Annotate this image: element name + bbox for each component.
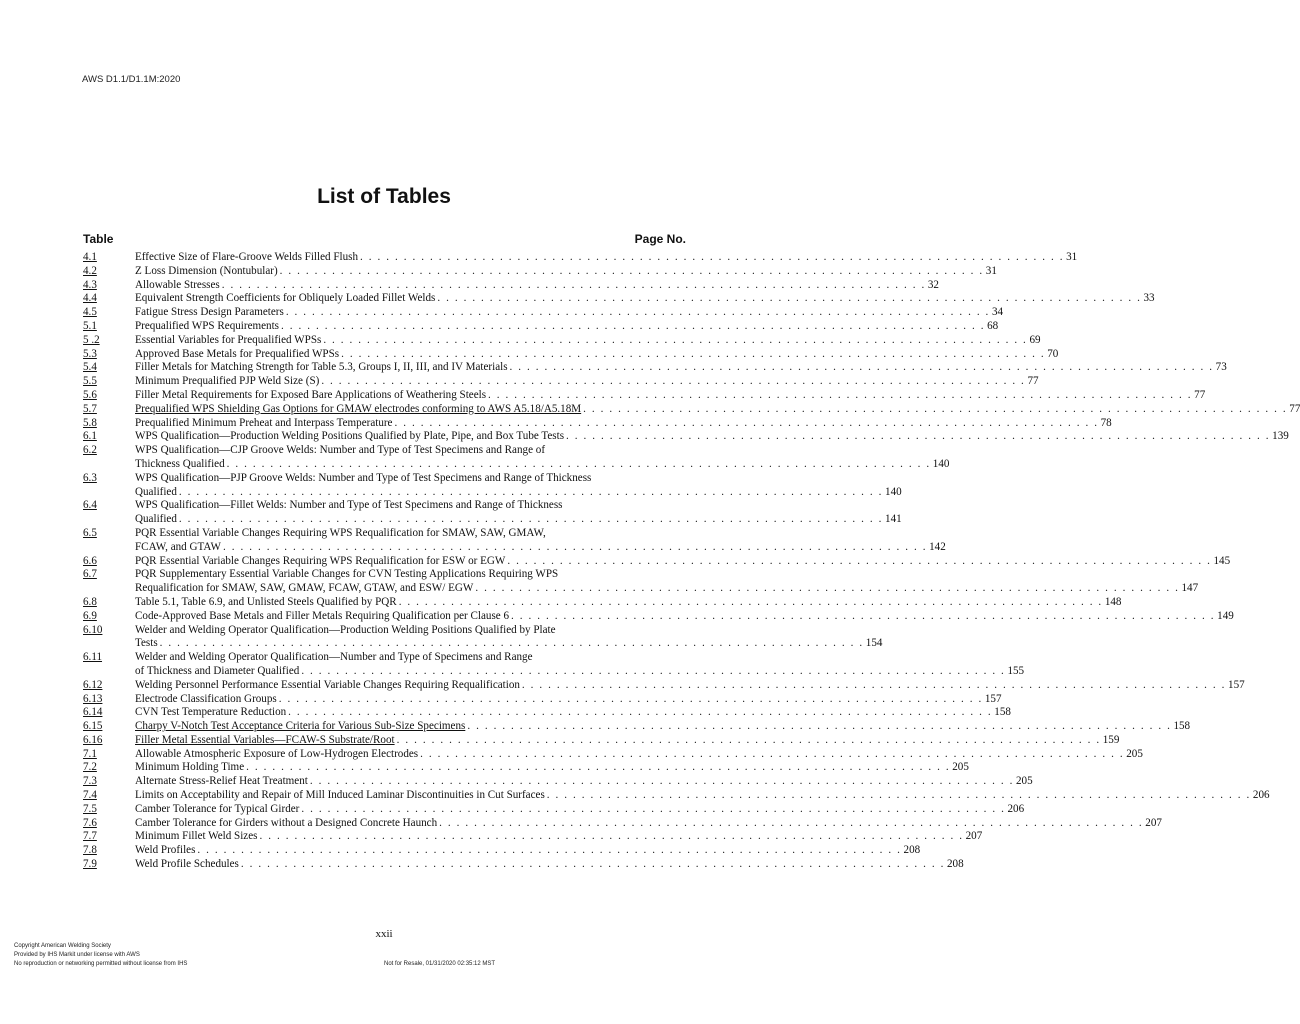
table-title: Prequalified WPS Shielding Gas Options for GMAW electrodes conforming to AWS A5.18/A5.18M xyxy=(135,402,582,415)
dot-leader: . . . . . . . . . . . . . . . . . . . . . . . . . . . . . . . . . . . . . . . . . . . . . . . . . . . . . . . . . . . . . . . . . . . . . . . . . . . . . . . . . xyxy=(259,830,964,843)
toc-entry-line xyxy=(135,582,1199,596)
table-title: Limits on Acceptability and Repair of Mill Induced Laminar Discontinuities in Cut Surfaces xyxy=(135,789,545,802)
toc-entry[interactable] xyxy=(83,761,969,775)
dot-leader: . . . . . . . . . . . . . . . . . . . . . . . . . . . . . . . . . . . . . . . . . . . . . . . . . . . . . . . . . . . . . . . . . . . . . . . . . . . . . . . . . xyxy=(475,582,1180,595)
toc-entry-body xyxy=(135,775,1033,789)
table-title: PQR Essential Variable Changes Requiring WPS Requalification for SMAW, SAW, GMAW, xyxy=(135,526,546,539)
dot-leader: . . . . . . . . . . . . . . . . . . . . . . . . . . . . . . . . . . . . . . . . . . . . . . . . . . . . . . . . . . . . . . . . . . . . . . . . . . . . . . . . . xyxy=(301,664,1006,677)
toc-entry-body xyxy=(135,568,1199,596)
toc-entry-body xyxy=(135,706,1011,720)
table-number-link[interactable]: 6.9 xyxy=(83,609,97,622)
toc-entry[interactable] xyxy=(83,402,1300,417)
dot-leader: . . . . . . . . . . . . . . . . . . . . . . . . . . . . . . . . . . . . . . . . . . . . . . . . . . . . . . . . . . . . . . . . . . . . . . . . . . . . . . . . . xyxy=(222,540,928,553)
toc-entry[interactable] xyxy=(83,444,950,472)
table-number-link[interactable]: 7.9 xyxy=(83,858,97,871)
dot-leader: . . . . . . . . . . . . . . . . . . . . . . . . . . . . . . . . . . . . . . . . . . . . . . . . . . . . . . . . . . . . . . . . . . . . . . . . . . . . . . . . . xyxy=(439,816,1144,829)
toc-entry-line xyxy=(135,816,1162,831)
page-number-ref: 155 xyxy=(1007,664,1025,677)
table-number-link[interactable]: 7.1 xyxy=(83,747,97,760)
toc-entry-body xyxy=(135,802,1025,817)
dot-leader: . . . . . . . . . . . . . . . . . . . . . . . . . . . . . . . . . . . . . . . . . . . . . . . . . . . . . . . . . . . . . . . . . . . . . . . . . . . . . . . . . xyxy=(288,706,993,719)
page-number-ref: 149 xyxy=(1217,609,1234,622)
table-title: Qualified xyxy=(135,485,177,498)
table-title: Prequalified WPS Requirements xyxy=(135,319,279,332)
page-number-ref: 207 xyxy=(965,830,983,843)
dot-leader: . . . . . . . . . . . . . . . . . . . . . . . . . . . . . . . . . . . . . . . . . . . . . . . . . . . . . . . . . . . . . . . . . . . . . . . . . . . . . . . . . xyxy=(159,637,864,650)
page-number-ref: 157 xyxy=(1228,678,1245,691)
page-number-ref: 207 xyxy=(1145,816,1162,829)
table-number-link[interactable]: 7.3 xyxy=(83,775,97,788)
toc-entry-line xyxy=(135,457,950,472)
dot-leader: . . . . . . . . . . . . . . . . . . . . . . . . . . . . . . . . . . . . . . . . . . . . . . . . . . . . . . . . . . . . . . . . . . . . . . . . . . . . . . . . . xyxy=(511,609,1216,622)
toc-entry-line xyxy=(135,375,1039,389)
toc-entry[interactable] xyxy=(83,347,1059,362)
page-number-ref: 34 xyxy=(991,306,1004,319)
toc-entry[interactable] xyxy=(83,361,1227,375)
table-number-link[interactable]: 5.3 xyxy=(83,347,97,360)
toc-entry-line xyxy=(135,706,1011,720)
dot-leader: . . . . . . . . . . . . . . . . . . . . . . . . . . . . . . . . . . . . . . . . . . . . . . . . . . . . . . . . . . . . . . . . . . . . . . . . . . . . . . . . . xyxy=(509,361,1214,374)
dot-leader: . . . . . . . . . . . . . . . . . . . . . . . . . . . . . . . . . . . . . . . . . . . . . . . . . . . . . . . . . . . . . . . . . . . . . . . . . . . . . . . . . xyxy=(437,292,1142,305)
table-column-heading: Table xyxy=(83,232,114,246)
toc-entry[interactable] xyxy=(83,747,1143,762)
page-number-ref: 78 xyxy=(1100,416,1112,429)
table-title: Minimum Prequalified PJP Weld Size (S) xyxy=(135,375,320,388)
table-title: of Thickness and Diameter Qualified xyxy=(135,664,300,677)
toc-entry[interactable] xyxy=(83,651,1025,679)
toc-entry-line xyxy=(135,568,686,582)
toc-entry-body xyxy=(135,333,1041,348)
toc-entry-line xyxy=(135,678,1245,693)
toc-entry-line xyxy=(135,278,939,293)
table-number-link[interactable]: 6.10 xyxy=(83,623,103,636)
toc-entry[interactable] xyxy=(83,554,1231,569)
toc-entry-line xyxy=(135,540,946,555)
toc-entry-body xyxy=(135,651,1025,679)
table-title: Welder and Welding Operator Qualification—Number and Type of Specimens and Range xyxy=(135,651,533,664)
toc-entry[interactable] xyxy=(83,858,964,872)
toc-entry-line xyxy=(135,802,1025,817)
toc-entry[interactable] xyxy=(83,609,1234,624)
toc-entry-line xyxy=(135,292,1155,306)
dot-leader: . . . . . . . . . . . . . . . . . . . . . . . . . . . . . . . . . . . . . . . . . . . . . . . . . . . . . . . . . . . . . . . . . . . . . . . . . . . . . . . . . xyxy=(398,595,1103,608)
page-number-ref: 154 xyxy=(865,637,883,650)
toc-entry-line xyxy=(135,306,1004,320)
toc-entry-body xyxy=(135,499,902,527)
toc-entry-body xyxy=(135,609,1234,624)
table-number-link[interactable]: 7.6 xyxy=(83,816,97,829)
toc-entry-line xyxy=(135,444,686,458)
table-number-link[interactable]: 4.4 xyxy=(83,292,97,305)
dot-leader: . . . . . . . . . . . . . . . . . . . . . . . . . . . . . . . . . . . . . . . . . . . . . . . . . . . . . . . . . . . . . . . . . . . . . . . . . . . . . . . . . xyxy=(240,858,945,871)
toc-entry[interactable] xyxy=(83,430,1289,444)
dot-leader: . . . . . . . . . . . . . . . . . . . . . . . . . . . . . . . . . . . . . . . . . . . . . . . . . . . . . . . . . . . . . . . . . . . . . . . . . . . . . . . . . xyxy=(507,554,1212,567)
toc-entry-line xyxy=(135,264,997,279)
toc-entry-line xyxy=(135,430,1289,444)
document-id: AWS D1.1/D1.1M:2020 xyxy=(82,74,181,85)
toc-entry-body xyxy=(135,402,1300,417)
page-number-ref: 68 xyxy=(987,319,999,332)
table-number-link[interactable]: 6.7 xyxy=(83,568,97,581)
table-number-link[interactable]: 6.2 xyxy=(83,444,97,457)
table-number-link[interactable]: 6.15 xyxy=(83,720,103,733)
table-title: WPS Qualification—Production Welding Positions Qualified by Plate, Pipe, and Box Tube Tests xyxy=(135,430,565,443)
page-number: xxii xyxy=(375,928,393,940)
page-number-ref: 145 xyxy=(1213,554,1231,567)
toc-entry[interactable] xyxy=(83,775,1033,789)
table-number-link[interactable]: 5.5 xyxy=(83,375,97,388)
table-title: Camber Tolerance for Girders without a Designed Concrete Haunch xyxy=(135,816,438,829)
table-number-link[interactable]: 4.2 xyxy=(83,264,97,277)
page-number-ref: 206 xyxy=(1007,802,1025,815)
table-title: Filler Metals for Matching Strength for Table 5.3, Groups I, II, III, and IV Materials xyxy=(135,361,508,374)
table-number-link[interactable]: 6.12 xyxy=(83,678,103,691)
toc-entry-line xyxy=(135,485,902,500)
toc-entry[interactable] xyxy=(83,499,902,527)
toc-entry-line xyxy=(135,361,1227,375)
table-number-link[interactable]: 5.4 xyxy=(83,361,97,374)
page-number-ref: 69 xyxy=(1029,333,1041,346)
toc-entry[interactable] xyxy=(83,789,1270,803)
table-number-link[interactable]: 6.13 xyxy=(83,692,103,705)
table-number-link[interactable]: 4.1 xyxy=(83,251,97,263)
copyright-line: Copyright American Welding Society xyxy=(14,943,111,949)
table-title: WPS Qualification—PJP Groove Welds: Number and Type of Test Specimens and Range of Thickness xyxy=(135,471,592,484)
toc-entry-body xyxy=(135,830,983,844)
toc-entry[interactable] xyxy=(83,678,1245,693)
toc-entry-line xyxy=(135,554,1231,569)
table-title: Alternate Stress-Relief Heat Treatment xyxy=(135,775,308,788)
table-title: Allowable Stresses xyxy=(135,278,220,291)
page-number-ref: 157 xyxy=(984,692,1002,705)
dot-leader: . . . . . . . . . . . . . . . . . . . . . . . . . . . . . . . . . . . . . . . . . . . . . . . . . . . . . . . . . . . . . . . . . . . . . . . . . . . . . . . . . xyxy=(360,251,1065,263)
table-title: Filler Metal Requirements for Exposed Bare Applications of Weathering Steels xyxy=(135,388,487,401)
table-title: Effective Size of Flare-Groove Welds Filled Flush xyxy=(135,251,358,263)
toc-entry-body xyxy=(135,733,1120,748)
dot-leader: . . . . . . . . . . . . . . . . . . . . . . . . . . . . . . . . . . . . . . . . . . . . . . . . . . . . . . . . . . . . . . . . . . . . . . . . . . . . . . . . . xyxy=(583,402,1288,415)
dot-leader: . . . . . . . . . . . . . . . . . . . . . . . . . . . . . . . . . . . . . . . . . . . . . . . . . . . . . . . . . . . . . . . . . . . . . . . . . . . . . . . . . xyxy=(226,457,931,470)
table-number-link[interactable]: 5.7 xyxy=(83,402,97,415)
toc-entry[interactable] xyxy=(83,720,1191,734)
toc-entry-line xyxy=(135,692,1002,707)
table-number-link[interactable]: 5.8 xyxy=(83,416,97,429)
table-number-link[interactable]: 7.7 xyxy=(83,830,97,843)
toc-entry-line xyxy=(135,513,902,527)
table-number-link[interactable]: 7.4 xyxy=(83,789,97,802)
page-number-ref: 147 xyxy=(1181,582,1199,595)
page-number-ref: 208 xyxy=(946,858,964,871)
table-title: CVN Test Temperature Reduction xyxy=(135,706,287,719)
dot-leader: . . . . . . . . . . . . . . . . . . . . . . . . . . . . . . . . . . . . . . . . . . . . . . . . . . . . . . . . . . . . . . . . . . . . . . . . . . . . . . . . . xyxy=(323,333,1028,346)
toc-entry-body xyxy=(135,306,1004,320)
page-number-ref: 31 xyxy=(985,264,997,277)
copyright-line: No reproduction or networking permitted without license from IHS xyxy=(14,961,188,967)
page-number-ref: 140 xyxy=(885,485,902,498)
toc-entry[interactable] xyxy=(83,375,1039,389)
table-title: Z Loss Dimension (Nontubular) xyxy=(135,264,278,277)
toc-entry-body xyxy=(135,319,999,334)
table-number-link[interactable]: 5.6 xyxy=(83,388,97,401)
page-number-ref: 205 xyxy=(1015,775,1033,788)
table-title: Camber Tolerance for Typical Girder xyxy=(135,802,300,815)
toc-entry-line xyxy=(135,761,969,775)
toc-entry-body xyxy=(135,526,946,555)
toc-entry-line xyxy=(135,775,1033,789)
table-title: Charpy V-Notch Test Acceptance Criteria for Various Sub-Size Specimens xyxy=(135,720,466,733)
toc-entry[interactable] xyxy=(83,471,902,500)
toc-entry-body xyxy=(135,375,1039,389)
toc-entry[interactable] xyxy=(83,292,1155,306)
toc-entry[interactable] xyxy=(83,733,1120,748)
toc-entry[interactable] xyxy=(83,595,1122,610)
table-title: Welding Personnel Performance Essential Variable Changes Requiring Requalification xyxy=(135,678,520,691)
table-number-link[interactable]: 6.3 xyxy=(83,471,97,484)
table-number-link[interactable]: 7.8 xyxy=(83,844,97,857)
table-title: Code-Approved Base Metals and Filler Metals Requiring Qualification per Clause 6 xyxy=(135,609,510,622)
table-number-link[interactable]: 6.4 xyxy=(83,499,97,512)
dot-leader: . . . . . . . . . . . . . . . . . . . . . . . . . . . . . . . . . . . . . . . . . . . . . . . . . . . . . . . . . . . . . . . . . . . . . . . . . . . . . . . . . xyxy=(396,733,1101,746)
page-column-heading: Page No. xyxy=(634,232,686,246)
toc-entry-line xyxy=(135,416,1112,431)
table-title: Welder and Welding Operator Qualification—Production Welding Positions Qualified by Plate xyxy=(135,623,556,636)
resale-notice: Not for Resale, 01/31/2020 02:35:12 MST xyxy=(384,961,496,967)
dot-leader: . . . . . . . . . . . . . . . . . . . . . . . . . . . . . . . . . . . . . . . . . . . . . . . . . . . . . . . . . . . . . . . . . . . . . . . . . . . . . . . . . xyxy=(341,347,1046,360)
toc-entry-body xyxy=(135,361,1227,375)
table-number-link[interactable]: 4.3 xyxy=(83,278,97,291)
toc-entry[interactable] xyxy=(83,623,883,652)
dot-leader: . . . . . . . . . . . . . . . . . . . . . . . . . . . . . . . . . . . . . . . . . . . . . . . . . . . . . . . . . . . . . . . . . . . . . . . . . . . . . . . . . xyxy=(221,278,926,291)
table-title: Prequalified Minimum Preheat and Interpass Temperature xyxy=(135,416,393,429)
toc-entry[interactable] xyxy=(83,306,1004,320)
table-title: Weld Profile Schedules xyxy=(135,858,239,871)
table-title: Table 5.1, Table 6.9, and Unlisted Steels Qualified by PQR xyxy=(135,595,397,608)
toc-entry-body xyxy=(135,430,1289,444)
toc-entry[interactable] xyxy=(83,816,1162,831)
page-number-ref: 33 xyxy=(1143,292,1155,305)
toc-entry-line xyxy=(135,858,964,872)
table-title: WPS Qualification—CJP Groove Welds: Number and Type of Test Specimens and Range of xyxy=(135,444,546,457)
page-number-ref: 141 xyxy=(885,513,902,526)
table-title: Essential Variables for Prequalified WPSs xyxy=(135,333,322,346)
dot-leader: . . . . . . . . . . . . . . . . . . . . . . . . . . . . . . . . . . . . . . . . . . . . . . . . . . . . . . . . . . . . . . . . . . . . . . . . . . . . . . . . . xyxy=(178,513,884,526)
page-number-ref: 139 xyxy=(1272,430,1289,443)
toc-entry-line xyxy=(135,402,1300,417)
page-number-ref: 70 xyxy=(1047,347,1059,360)
toc-entry-line xyxy=(135,733,1120,748)
page-number-ref: 77 xyxy=(1289,402,1300,415)
toc-entry-line xyxy=(135,333,1041,348)
table-number-link[interactable]: 6.16 xyxy=(83,733,103,746)
table-title: Requalification for SMAW, SAW, GMAW, FCAW, GTAW, and ESW/ EGW xyxy=(135,582,474,595)
table-number-link[interactable]: 6.14 xyxy=(83,706,103,719)
table-title: Equivalent Strength Coefficients for Obliquely Loaded Fillet Welds xyxy=(135,292,436,305)
toc-entry[interactable] xyxy=(83,692,1002,707)
page-number-ref: 77 xyxy=(1194,388,1206,401)
table-number-link[interactable]: 6.6 xyxy=(83,554,97,567)
toc-entry-body xyxy=(135,761,969,775)
toc-entry-line xyxy=(135,789,1270,803)
copyright-line: Provided by IHS Markit under license with AWS xyxy=(14,952,140,958)
toc-entry-body xyxy=(135,747,1143,762)
toc-entry-body xyxy=(135,471,902,500)
table-number-link[interactable]: 5.1 xyxy=(83,319,97,332)
dot-leader: . . . . . . . . . . . . . . . . . . . . . . . . . . . . . . . . . . . . . . . . . . . . . . . . . . . . . . . . . . . . . . . . . . . . . . . . . . . . . . . . . xyxy=(521,678,1227,691)
page-number-ref: 158 xyxy=(1173,720,1191,733)
table-number-link[interactable]: 6.1 xyxy=(83,430,97,443)
toc-entry-body xyxy=(135,292,1155,306)
page-number-ref: 73 xyxy=(1215,361,1227,374)
toc-entry-body xyxy=(135,692,1002,707)
dot-leader: . . . . . . . . . . . . . . . . . . . . . . . . . . . . . . . . . . . . . . . . . . . . . . . . . . . . . . . . . . . . . . . . . . . . . . . . . . . . . . . . . xyxy=(279,264,984,277)
toc-entry-line xyxy=(135,319,999,334)
toc-entry-body xyxy=(135,623,883,652)
table-title: Qualified xyxy=(135,513,177,526)
page-number-ref: 140 xyxy=(932,457,950,470)
table-title: Fatigue Stress Design Parameters xyxy=(135,306,284,319)
table-number-link[interactable]: 5 .2 xyxy=(83,333,100,346)
table-number-link[interactable]: 6.5 xyxy=(83,526,97,539)
dot-leader: . . . . . . . . . . . . . . . . . . . . . . . . . . . . . . . . . . . . . . . . . . . . . . . . . . . . . . . . . . . . . . . . . . . . . . . . . . . . . . . . . xyxy=(278,692,983,705)
copyright-notice xyxy=(14,942,187,969)
toc-entry-body xyxy=(135,789,1270,803)
table-title: Filler Metal Essential Variables—FCAW-S Substrate/Root xyxy=(135,733,395,746)
toc-entry-line xyxy=(135,637,883,651)
dot-leader: . . . . . . . . . . . . . . . . . . . . . . . . . . . . . . . . . . . . . . . . . . . . . . . . . . . . . . . . . . . . . . . . . . . . . . . . . . . . . . . . . xyxy=(566,430,1271,443)
page-number-ref: 205 xyxy=(952,761,969,774)
toc-entry-body xyxy=(135,388,1206,403)
page-number-ref: 158 xyxy=(994,706,1011,719)
dot-leader: . . . . . . . . . . . . . . . . . . . . . . . . . . . . . . . . . . . . . . . . . . . . . . . . . . . . . . . . . . . . . . . . . . . . . . . . . . . . . . . . . xyxy=(309,775,1014,788)
toc-entry-body xyxy=(135,858,964,872)
toc-entry-body xyxy=(135,278,939,293)
dot-leader: . . . . . . . . . . . . . . . . . . . . . . . . . . . . . . . . . . . . . . . . . . . . . . . . . . . . . . . . . . . . . . . . . . . . . . . . . . . . . . . . . xyxy=(321,375,1026,388)
table-title: Minimum Fillet Weld Sizes xyxy=(135,830,258,843)
toc-entry[interactable] xyxy=(83,319,999,334)
table-title: Minimum Holding Time xyxy=(135,761,245,774)
page-title: List of Tables xyxy=(317,185,451,208)
table-number-link[interactable]: 6.11 xyxy=(83,651,103,664)
page-number-ref: 206 xyxy=(1252,789,1270,802)
toc-entry[interactable] xyxy=(83,830,983,844)
table-title: Allowable Atmospheric Exposure of Low-Hydrogen Electrodes xyxy=(135,747,419,760)
toc-entry-line xyxy=(135,720,1191,734)
toc-entry-line xyxy=(135,251,1078,265)
table-title: Weld Profiles xyxy=(135,844,196,857)
toc-entry-line xyxy=(135,347,1059,362)
toc-entry-body xyxy=(135,844,921,858)
toc-entry-line xyxy=(135,747,1143,762)
dot-leader: . . . . . . . . . . . . . . . . . . . . . . . . . . . . . . . . . . . . . . . . . . . . . . . . . . . . . . . . . . . . . . . . . . . . . . . . . . . . . . . . . xyxy=(420,747,1125,760)
dot-leader: . . . . . . . . . . . . . . . . . . . . . . . . . . . . . . . . . . . . . . . . . . . . . . . . . . . . . . . . . . . . . . . . . . . . . . . . . . . . . . . . . xyxy=(488,388,1193,401)
dot-leader: . . . . . . . . . . . . . . . . . . . . . . . . . . . . . . . . . . . . . . . . . . . . . . . . . . . . . . . . . . . . . . . . . . . . . . . . . . . . . . . . . xyxy=(246,761,951,774)
dot-leader: . . . . . . . . . . . . . . . . . . . . . . . . . . . . . . . . . . . . . . . . . . . . . . . . . . . . . . . . . . . . . . . . . . . . . . . . . . . . . . . . . xyxy=(281,319,986,332)
toc-entry-line xyxy=(135,609,1234,624)
table-number-link[interactable]: 4.5 xyxy=(83,306,97,319)
dot-leader: . . . . . . . . . . . . . . . . . . . . . . . . . . . . . . . . . . . . . . . . . . . . . . . . . . . . . . . . . . . . . . . . . . . . . . . . . . . . . . . . . xyxy=(394,416,1099,429)
table-title: PQR Essential Variable Changes Requiring WPS Requalification for ESW or EGW xyxy=(135,554,506,567)
table-title: PQR Supplementary Essential Variable Changes for CVN Testing Applications Requiring WPS xyxy=(135,568,559,581)
page-number-ref: 205 xyxy=(1126,747,1143,760)
toc-entry-body xyxy=(135,720,1191,734)
toc-entry-body xyxy=(135,678,1245,693)
table-title: Approved Base Metals for Prequalified WPSs xyxy=(135,347,340,360)
toc-entry[interactable] xyxy=(83,844,921,858)
toc-entry[interactable] xyxy=(83,802,1025,817)
table-number-link[interactable]: 7.5 xyxy=(83,802,97,815)
toc-entry-body xyxy=(135,251,1078,265)
page-number-ref: 32 xyxy=(927,278,939,291)
toc-entry[interactable] xyxy=(83,706,1011,720)
table-list xyxy=(83,251,1300,872)
toc-entry-line xyxy=(135,664,1025,679)
dot-leader: . . . . . . . . . . . . . . . . . . . . . . . . . . . . . . . . . . . . . . . . . . . . . . . . . . . . . . . . . . . . . . . . . . . . . . . . . . . . . . . . . xyxy=(285,306,990,319)
page-number-ref: 148 xyxy=(1104,595,1122,608)
dot-leader: . . . . . . . . . . . . . . . . . . . . . . . . . . . . . . . . . . . . . . . . . . . . . . . . . . . . . . . . . . . . . . . . . . . . . . . . . . . . . . . . . xyxy=(178,485,884,498)
toc-entry[interactable] xyxy=(83,526,946,555)
dot-leader: . . . . . . . . . . . . . . . . . . . . . . . . . . . . . . . . . . . . . . . . . . . . . . . . . . . . . . . . . . . . . . . . . . . . . . . . . . . . . . . . . xyxy=(467,720,1172,733)
toc-entry-line xyxy=(135,830,983,844)
toc-entry-line xyxy=(135,624,686,638)
table-title: Electrode Classification Groups xyxy=(135,692,277,705)
toc-entry-body xyxy=(135,554,1231,569)
toc-entry[interactable] xyxy=(83,278,939,293)
toc-entry[interactable] xyxy=(83,333,1041,348)
page-number-ref: 77 xyxy=(1027,375,1039,388)
toc-entry-body xyxy=(135,347,1059,362)
toc-entry-line xyxy=(135,651,686,665)
toc-entry-body xyxy=(135,816,1162,831)
toc-entry[interactable] xyxy=(83,416,1112,431)
page-number-ref: 142 xyxy=(929,540,946,553)
dot-leader: . . . . . . . . . . . . . . . . . . . . . . . . . . . . . . . . . . . . . . . . . . . . . . . . . . . . . . . . . . . . . . . . . . . . . . . . . . . . . . . . . xyxy=(546,789,1251,802)
toc-entry-line xyxy=(135,844,921,858)
table-number-link[interactable]: 7.2 xyxy=(83,761,97,774)
toc-entry-line xyxy=(135,499,686,513)
toc-entry[interactable] xyxy=(83,388,1206,403)
toc-entry-line xyxy=(135,472,686,486)
toc-entry-line xyxy=(135,595,1122,610)
page-number-ref: 159 xyxy=(1102,733,1120,746)
page-number-ref: 208 xyxy=(903,844,921,857)
toc-entry[interactable] xyxy=(83,568,1199,596)
dot-leader: . . . . . . . . . . . . . . . . . . . . . . . . . . . . . . . . . . . . . . . . . . . . . . . . . . . . . . . . . . . . . . . . . . . . . . . . . . . . . . . . . xyxy=(197,844,902,857)
toc-entry-line xyxy=(135,527,686,541)
toc-entry-body xyxy=(135,416,1112,431)
toc-entry-body xyxy=(135,444,950,472)
table-title: FCAW, and GTAW xyxy=(135,540,221,553)
table-title: Tests xyxy=(135,637,158,650)
toc-entry[interactable] xyxy=(83,264,997,279)
toc-entry-body xyxy=(135,264,997,279)
table-title: Thickness Qualified xyxy=(135,457,225,470)
toc-entry-body xyxy=(135,595,1122,610)
page-number-ref: 31 xyxy=(1066,251,1078,263)
table-number-link[interactable]: 6.8 xyxy=(83,595,97,608)
toc-entry[interactable] xyxy=(83,251,1078,265)
toc-entry-line xyxy=(135,388,1206,403)
table-title: WPS Qualification—Fillet Welds: Number and Type of Test Specimens and Range of Thickness xyxy=(135,499,563,512)
dot-leader: . . . . . . . . . . . . . . . . . . . . . . . . . . . . . . . . . . . . . . . . . . . . . . . . . . . . . . . . . . . . . . . . . . . . . . . . . . . . . . . . . xyxy=(301,802,1006,815)
